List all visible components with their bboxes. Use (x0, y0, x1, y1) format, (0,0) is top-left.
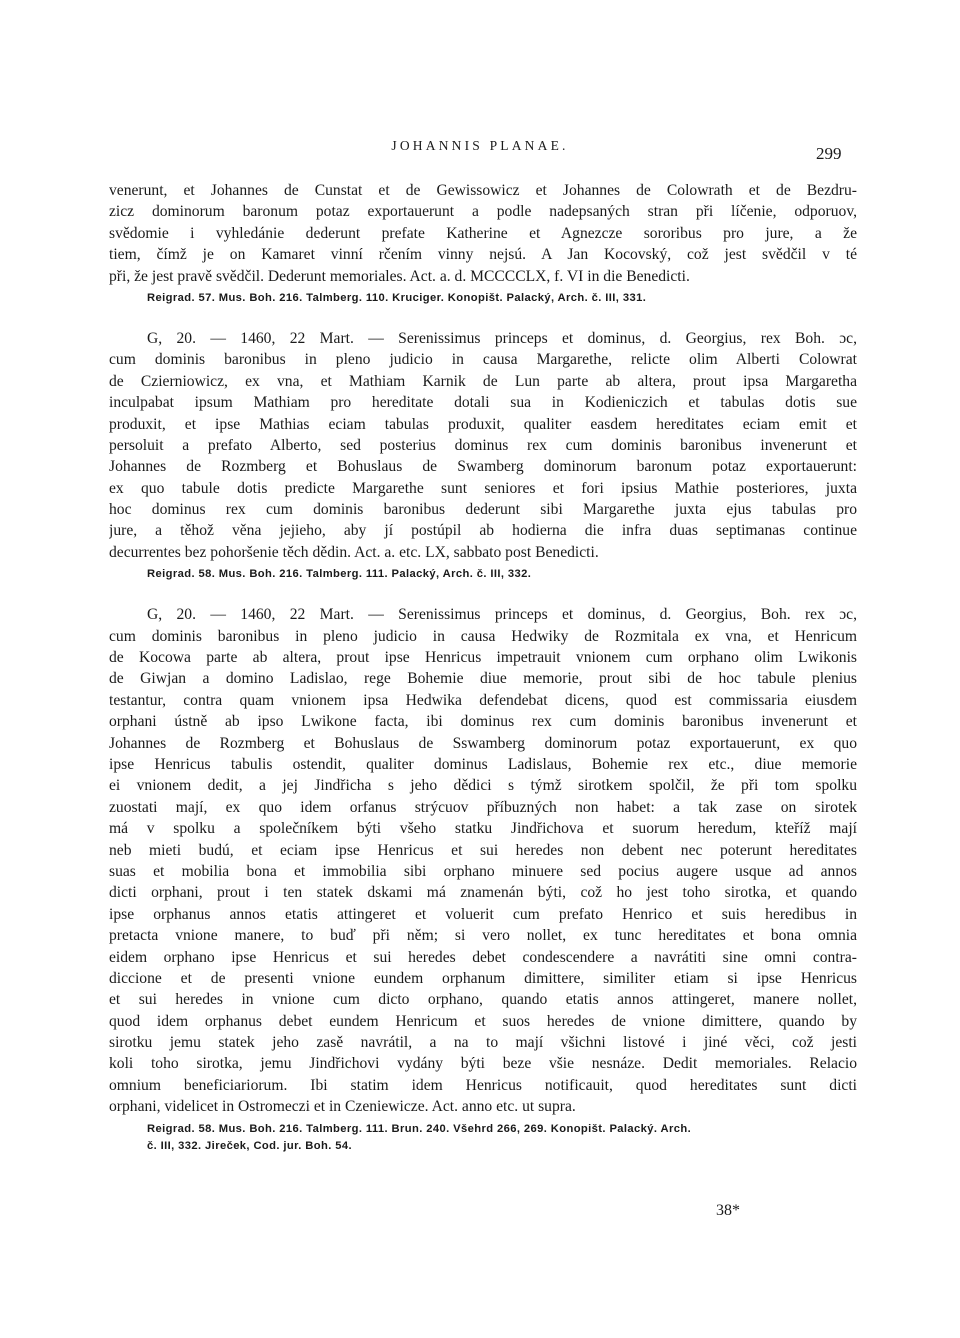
text-line: zuostati mají, ex quo idem orfanus strýcuov příbuzných non habet: a tak zase on sirotek (109, 798, 857, 816)
text-line: inculpabat ipsum Mathiam pro hereditate dotali sua in Kodieniczich et tabulas dotis sue (109, 394, 857, 412)
text-line: decurrentes bez pohoršenie těch dědin. Act. a. etc. LX, sabbato post Benedicti. (109, 543, 599, 561)
text-line: neb mieti budú, et eciam ipse Henricus et sui heredes non debent nec poterunt hereditates (109, 841, 857, 859)
entry (109, 604, 857, 1154)
text-line: de Czierniowicz, ex vna, et Mathiam Karnik de Lun parte ab altera, prout ipsa Margaretha (109, 372, 857, 390)
source-references (109, 290, 857, 307)
text-line: venerunt, et Johannes de Cunstat et de Gewissowicz et Johannes de Colowrath et de Bezdru- (109, 182, 857, 199)
text-line: koli toho sirotka, jemu Jindřichovi vydány býti beze všie nesnáze. Dedit memoriales. Relacio (109, 1055, 857, 1073)
text-line: jure, a těhož věna jejieho, aby jí postúpil ab hodierna die infra duas septimanas continue (109, 522, 857, 540)
source-line: č. III, 332. Jireček, Cod. jur. Boh. 54. (147, 1139, 353, 1152)
text-line: cum dominis baronibus in pleno judicio in causa Hedwiky de Rozmitala ex vna, et Henricum (109, 627, 857, 645)
text-line: pretacta vnione manere, to buď při něm; si vero nollet, ex tunc hereditates et bona omnia (109, 927, 857, 945)
text-line: orphani, videlicet in Ostromeczi et in Czeniewicze. Act. anno etc. ut supra. (109, 1098, 576, 1116)
text-line: G, 20. — 1460, 22 Mart. — Serenissimus princeps et dominus, d. Georgius, rex Boh. ɔc, (147, 329, 857, 347)
entry-gap (109, 307, 857, 328)
text-line: omnium beneficiariorum. Ibi statim idem Henricus notificauit, quod hereditates sunt dicti (109, 1076, 857, 1094)
source-line: Reigrad. 57. Mus. Boh. 216. Talmberg. 110. Kruciger. Konopišt. Palacký, Arch. č. III, 331. (147, 291, 647, 304)
text-line: ipse orphanus annos etatis attingeret et voluerit cum prefato Henrico et suis heredibus in (109, 905, 857, 923)
text-line: testantur, contra quam vnionem ipsa Hedwika defendebat dicens, quod est commissaria eiusdem (109, 691, 857, 709)
text-line: ei vnionem dedit, a jej Jindřicha s jeho dědici s týmž sirotkem spolčil, že při tom spolku (109, 777, 857, 795)
text-line: svědomie i vyhledánie dederunt prefate Katherine et Agnezcze sororibus pro jure, a že (109, 224, 857, 242)
text-line: ex quo tabule dotis predicte Margarethe sunt seniores et fori ipsius Mathie posteriores, juxta (109, 479, 857, 497)
entry (109, 328, 857, 583)
text-line: et sui heredes in vnione cum dicto orphano, quando etatis annos attingeret, manere nollet, (109, 991, 857, 1009)
body-text (109, 180, 857, 1155)
text-line: Johannes de Rozmberg et Bohuslaus de Swamberg dominorum baronum potaz exportauerunt: (109, 458, 857, 476)
text-line: suas et mobilia bona et immobilia sibi orphano minuere sed pocius augere usque ad annos (109, 862, 857, 880)
text-line: sirotku jemu statek jeho zasě navrátil, a na to mají všichni listové i jiné věci, což jesti (109, 1034, 857, 1052)
text-line: tiem, čímž je on Kamaret vinní rčením vinny nejsú. A Jan Kocovský, což jest svědčil v té (109, 246, 857, 264)
text-line: de Kocowa parte ab altera, prout ipse Henricus impetrauit vnionem cum orphano olim Lwikonis (109, 649, 857, 667)
text-line: G, 20. — 1460, 22 Mart. — Serenissimus princeps et dominus, d. Georgius, Boh. rex ɔc, (147, 606, 857, 624)
entry (109, 180, 857, 307)
text-line: eidem orphano ipse Henricus et sui heredes debet condescendere a navrátiti sine omni contra- (109, 948, 857, 966)
text-line: produxit, et ipse Mathias eciam tabulas produxit, qualiter easdem hereditates eciam emit et (109, 415, 857, 433)
text-line: dicti orphani, prout i ten statek dskami má znamenán býti, což ho jest toho sirotka, et quando (109, 884, 857, 902)
text-line: zicz dominorum baronum potaz exportauerunt a podle nadepsaných stran při líčenie, odporuov, (109, 203, 857, 221)
signature-mark: 38* (716, 1202, 740, 1219)
text-line: orphani ústně ab ipso Lwikone facta, ibi dominus rex cum dominis baronibus invenerunt et (109, 713, 857, 731)
page-number: 299 (816, 144, 842, 163)
source-line: Reigrad. 58. Mus. Boh. 216. Talmberg. 111. Palacký, Arch. č. III, 332. (147, 568, 532, 581)
text-line: cum dominis baronibus in pleno judicio in causa Margarethe, relicte olim Alberti Colowrat (109, 351, 857, 369)
text-line: persoluit a prefato Alberto, sed posterius dominus rex cum dominis baronibus invenerunt et (109, 436, 857, 454)
running-head: JOHANNIS PLANAE. (391, 138, 569, 153)
text-line: Johannes de Rozmberg et Bohuslaus de Sswamberg dominorum potaz exportauerunt, ex quo (109, 734, 857, 752)
source-references (109, 566, 857, 583)
entry-gap (109, 583, 857, 604)
source-references (109, 1121, 857, 1155)
text-line: ipse Henricus tabulis ostendit, qualiter dominus Ladislaus, Bohemie rex etc., diue memorie (109, 755, 857, 773)
text-line: při, že jest pravě svědčil. Dederunt memoriales. Act. a. d. MCCCCLX, f. VI in die Benedicti. (109, 267, 690, 285)
text-line: quod idem orphanus debet eundem Henricum et suos heredes de vnione dimittere, quando by (109, 1012, 857, 1030)
text-line: diccione et de presenti vnione eundem orphanum dimittere, similiter etiam si ipse Henricus (109, 969, 857, 987)
text-line: de Giwjan a domino Ladislao, rege Bohemie diue memorie, prout sibi de hoc tabule plenius (109, 670, 857, 688)
text-line: má v spolku a společníkem býti všeho statku Jindřichova et suorum heredum, kteříž mají (109, 820, 857, 838)
source-line: Reigrad. 58. Mus. Boh. 216. Talmberg. 111. Brun. 240. Všehrd 266, 269. Konopišt. Palacký. Arch. (147, 1122, 692, 1135)
text-line: hoc dominus rex cum dominis baronibus dederunt sibi Margarethe juxta ejus tabulas pro (109, 501, 857, 519)
